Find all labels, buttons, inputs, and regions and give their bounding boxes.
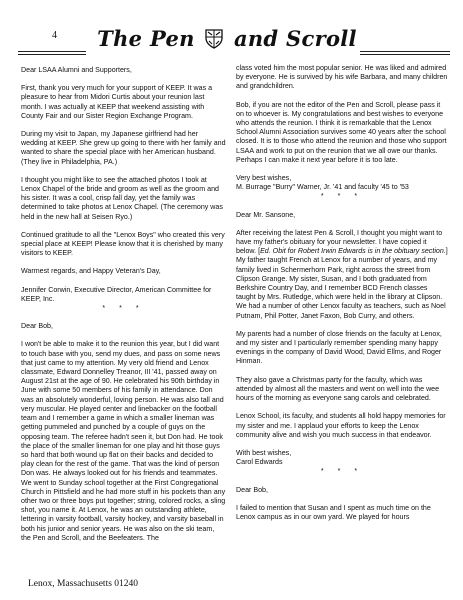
masthead (0, 18, 463, 62)
signature: M. Burrage "Burry" Warner, Jr. '41 and faculty '45 to '53 (236, 183, 409, 192)
letter-paragraph: They also gave a Christmas party for the faculty, which was attended by almost all the masters and went on well into the wee hours of the morning as everyone sang carols and celebrated. (236, 375, 440, 403)
left-column (21, 66, 226, 543)
page-number: 4 (52, 30, 57, 41)
section-separator: * * * (320, 192, 364, 201)
signature: Carol Edwards (236, 458, 283, 467)
right-column (236, 64, 448, 522)
closing-line: With best wishes, (236, 448, 292, 457)
letter-paragraph: Bob, if you are not the editor of the Pen and Scroll, please pass it on to whoever is. My congratulations and best wishes to everyone who attends the reunion. I think it is remarkable that the Lenox School Alumni Association survives some 40 years after the school closed. It is to those who attend the reunion and those who support LSAA and work to put on the reunion that we all owe our thanks. Perhaps I can make it next year before it is too late. (236, 100, 447, 164)
paragraph-text: After receiving the latest Pen & Scroll, I thought you might want to have my father's obituary for your newsletter. I have copied it below. [ (236, 228, 443, 256)
title-right-text: and Scroll (233, 26, 357, 51)
salutation-bob: Dear Bob, (21, 322, 53, 331)
closing-line: Very best wishes, (236, 174, 292, 183)
title-left-text: The Pen (97, 26, 195, 51)
masthead-rule-right (360, 51, 450, 55)
letter-paragraph: My parents had a number of close friends on the faculty at Lenox, and my sister and I particularly remember spending many happy evenings in the company of David Wood, David Ellms, and Roger Hinman. (236, 329, 442, 366)
letter-paragraph: I thought you might like to see the attached photos I took at Lenox Chapel of the bride and groom as well as the groom and his sister. It was a cool, crisp fall day, yet the family was determined to take photos at Lenox Chapel. (The ceremony was held in the new hall at Seisen Ryo.) (21, 175, 223, 221)
letter-paragraph: First, thank you very much for your support of KEEP. It was a pleasure to hear from Midori Curtis about your reunion last month. I was actually at KEEP that weekend assisting with County Fair and our Sister Region Exchange Program. (21, 84, 213, 120)
letter-paragraph: I won't be able to make it to the reunion this year, but I did want to touch base with you, send my dues, and pass on some news that just came to my attention. My very old friend and Lenox classmate, Edward Donnelley Treanor, III '41, passed away on August 21st at the age of 90. He celebrated his 90th birthday in June with some 50 members of his family in attendance. Don was an absolutely wonderful, loving person. He was also tall and very muscular. He played center and linebacker on the football team and I remember a game in which a smaller lineman was getting pummeled and punched by a couple of guys on the opposing team. The referee hadn't seen it, but Don had. He took the place of the smaller lineman for one play and hit those guys so hard that both wound up flat on their backs and decided to play clean for the rest of the game. That was the kind of person Don was. He always looked out for his friends and teammates. We went to Sunday school together at the First Congregational Church in Pittsfield and he had more stuff in his pockets than any other two or three boys put together; string, colored rocks, a sling shot, you name it. At Lenox, he was an outstanding athlete, lettering in varsity football, varsity hockey, and varsity baseball in both his junior and senior years. He was also on the ski team, the Pen and Scroll, and the Beefeaters. The (21, 340, 226, 542)
shield-crest-icon (205, 29, 223, 54)
letter-paragraph: Continued gratitude to all the "Lenox Boys" who created this very special place at KEEP! Please know that it is cherished by many visitors to KEEP. (21, 230, 225, 258)
letter-paragraph: I failed to mention that Susan and I spent as much time on the Lenox campus as in our own yard. We played for hours (236, 503, 431, 521)
salutation-alumni: Dear LSAA Alumni and Supporters, (21, 66, 132, 74)
editor-note: Ed. Obit for Robert Irwin Edwards is in the obituary section. (260, 247, 446, 256)
footer-location: Lenox, Massachusetts 01240 (28, 579, 139, 589)
paragraph-text: ] My father taught French at Lenox for a number of years, and my family lived in Schermerhorn Park, right across the street from Clipson Grange. My sister, Susan, and I both graduated from Berkshire Country Day, and I remember BCD French classes taught by Mrs. Rutledge, which were held in the library at Clipson. We had a number of other Lenox faculty as teachers, such as Noel Putnam, Phil Potter, Janet Faxon, Bob Curry, and others. (236, 247, 448, 320)
signature: Jennifer Corwin, Executive Director, American Committee for KEEP, Inc. (21, 285, 212, 303)
letter-paragraph: class voted him the most popular senior. He was liked and admired by everyone. He is survived by his wife Barbara, and many children and grandchildren. (236, 64, 448, 91)
salutation-bob: Dear Bob, (236, 485, 268, 494)
section-separator: * * * (102, 304, 145, 313)
letter-paragraph: During my visit to Japan, my Japanese girlfriend had her wedding at KEEP. She grew up going to there with her family and wanted to share the special place with her American husband. (They live in Philadelphia, PA.) (21, 130, 226, 166)
letter-paragraph (236, 229, 448, 321)
letter-paragraph: Lenox School, its faculty, and students all hold happy memories for my sister and me. I applaud your efforts to keep the Lenox community alive and wish you much success in that endeavor. (236, 412, 446, 439)
salutation-sansone: Dear Mr. Sansone, (236, 210, 296, 219)
section-separator: * * * (320, 467, 364, 476)
closing-line: Warmest regards, and Happy Veteran's Day, (21, 267, 161, 276)
newsletter-title (96, 26, 358, 54)
masthead-rule-left (18, 51, 86, 55)
